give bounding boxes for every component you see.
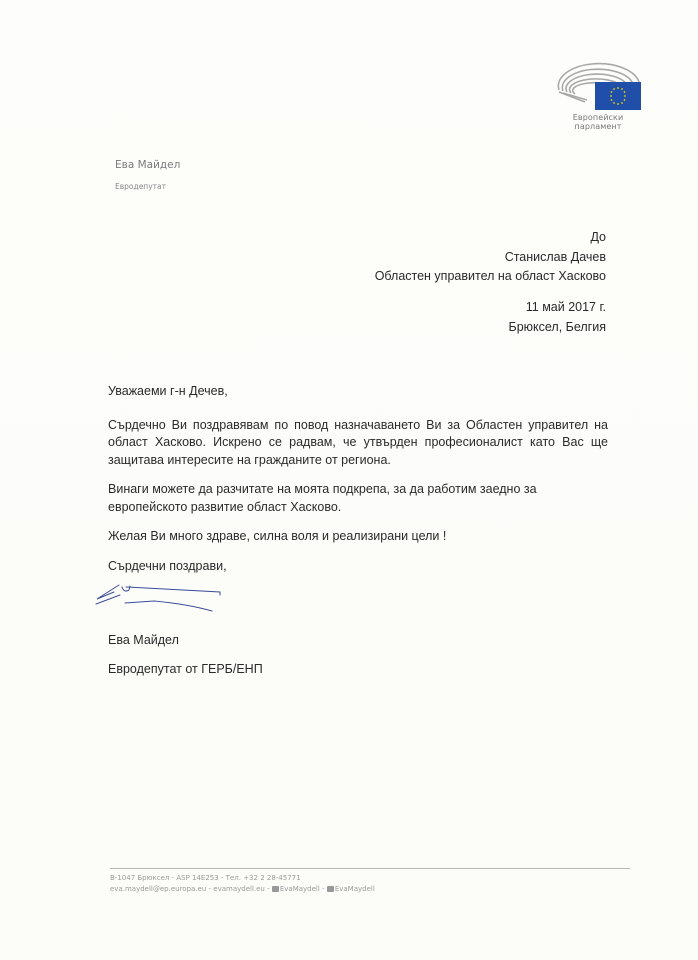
sender-name: Ева Майдел (115, 159, 181, 171)
footer-divider (110, 868, 630, 869)
twitter-icon (327, 886, 334, 892)
footer-website[interactable]: evamaydell.eu (213, 885, 265, 893)
footer-twitter[interactable]: EvaMaydell (334, 885, 375, 893)
facebook-icon (272, 886, 279, 892)
letter-place: Брюксел, Белгия (508, 319, 606, 334)
european-parliament-logo (555, 60, 645, 110)
recipient-name: Станислав Дачев (504, 249, 606, 264)
sender-title: Евродепутат (115, 182, 166, 191)
eu-flag (595, 82, 641, 110)
footer-separator: - (206, 885, 214, 893)
date-place-block (508, 298, 606, 337)
footer (110, 873, 375, 895)
closing: Сърдечни поздрави, (108, 558, 227, 573)
recipient-to: До (590, 230, 606, 244)
paragraph-2: Винаги можете да разчитате на моята подкрепа, за да работим заедно за европейското развитие област Хасково. (108, 482, 537, 514)
salutation: Уважаеми г-н Дечев, (108, 384, 228, 398)
footer-contacts (110, 884, 375, 895)
letter-date: 11 май 2017 г. (525, 300, 606, 314)
handwritten-signature (92, 582, 242, 622)
paragraph-3: Желая Ви много здраве, силна воля и реализирани цели ! (108, 529, 447, 543)
signoff-title: Евродепутат от ГЕРБ/ЕНП (108, 662, 263, 676)
signoff-name: Ева Майдел (108, 633, 179, 647)
footer-separator: - (264, 885, 272, 893)
letter-body (108, 383, 608, 575)
logo-caption: Европейски парламент (572, 113, 624, 131)
recipient-position: Областен управител на област Хасково (374, 269, 606, 283)
footer-facebook[interactable]: EvaMaydell (279, 885, 320, 893)
footer-email[interactable]: eva.maydell@ep.europa.eu (110, 885, 207, 893)
recipient-block (375, 228, 606, 287)
footer-separator: - (319, 885, 327, 893)
footer-address: B-1047 Брюксел - ASP 14E253 - Тел. +32 2 28-45771 (110, 874, 301, 882)
paragraph-1: Сърдечно Ви поздравявам по повод назначаването Ви за Областен управител на област Хасково. Искрено се радвам, че утвърден професионалист като Вас ще защитава интересите на гражданите от региона. (108, 417, 608, 467)
